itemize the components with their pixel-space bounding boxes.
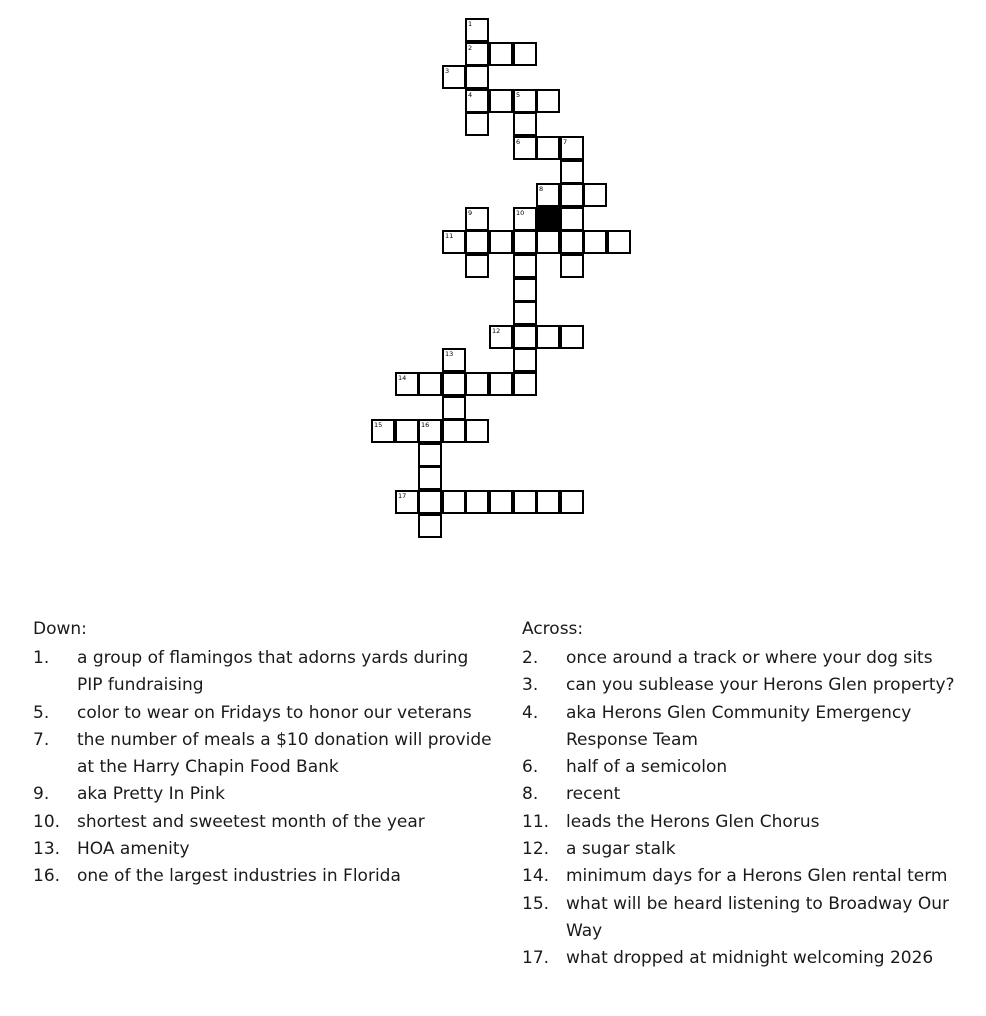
clue-text: aka Pretty In Pink xyxy=(77,784,226,805)
grid-cell[interactable] xyxy=(560,254,584,278)
grid-cell[interactable] xyxy=(536,325,560,349)
cell-number: 8 xyxy=(539,185,544,193)
grid-cell[interactable] xyxy=(513,89,537,113)
grid-cell[interactable] xyxy=(465,18,489,42)
grid-cell[interactable] xyxy=(395,372,419,396)
clue-number: 14. xyxy=(522,866,550,887)
across-clue xyxy=(522,945,982,972)
grid-cell[interactable] xyxy=(513,490,537,514)
grid-cell[interactable] xyxy=(465,65,489,89)
grid-cell[interactable] xyxy=(489,89,513,113)
grid-cell[interactable] xyxy=(536,136,560,160)
clue-number: 7. xyxy=(33,729,50,750)
clue-number: 5. xyxy=(33,702,50,723)
clue-text: leads the Herons Glen Chorus xyxy=(566,811,820,832)
clue-number: 1. xyxy=(33,648,50,668)
cell-number: 7 xyxy=(563,138,568,146)
grid-cell[interactable] xyxy=(560,325,584,349)
clue-text: one of the largest industries in Florida xyxy=(77,866,401,887)
grid-cell[interactable] xyxy=(465,254,489,278)
clue-number: 17. xyxy=(522,948,550,969)
grid-cell[interactable] xyxy=(465,89,489,113)
grid-cell[interactable] xyxy=(442,65,466,89)
across-clue xyxy=(522,672,982,699)
down-clue xyxy=(33,863,493,890)
grid-cell[interactable] xyxy=(513,348,537,372)
grid-cell[interactable] xyxy=(465,490,489,514)
grid-cell[interactable] xyxy=(418,514,442,538)
grid-cell[interactable] xyxy=(513,278,537,302)
cell-number: 16 xyxy=(421,421,430,429)
cell-number: 1 xyxy=(468,20,473,28)
grid-cell[interactable] xyxy=(513,301,537,325)
grid-cell[interactable] xyxy=(465,207,489,231)
cell-number: 17 xyxy=(398,492,407,500)
grid-cell[interactable] xyxy=(513,42,537,66)
grid-cell[interactable] xyxy=(513,207,537,231)
clue-text: a group of flamingos that adorns yards during PIP fundraising xyxy=(77,648,469,696)
grid-cell[interactable] xyxy=(442,419,466,443)
down-heading: Down: xyxy=(33,619,87,639)
clue-text: color to wear on Fridays to honor our veterans xyxy=(77,702,472,723)
cell-number: 5 xyxy=(516,91,521,99)
grid-cell[interactable] xyxy=(465,112,489,136)
grid-cell[interactable] xyxy=(489,230,513,254)
grid-cell[interactable] xyxy=(465,42,489,66)
across-clues-section xyxy=(522,617,982,973)
grid-cell[interactable] xyxy=(371,419,395,443)
clue-number: 3. xyxy=(522,675,539,696)
clue-number: 11. xyxy=(522,811,550,832)
clue-text: minimum days for a Herons Glen rental term xyxy=(566,866,948,887)
across-heading: Across: xyxy=(522,619,584,639)
grid-cell[interactable] xyxy=(442,348,466,372)
grid-cell[interactable] xyxy=(489,325,513,349)
across-clue xyxy=(522,754,982,781)
grid-cell[interactable] xyxy=(536,230,560,254)
grid-cell[interactable] xyxy=(583,183,607,207)
clue-number: 6. xyxy=(522,757,539,778)
grid-cell[interactable] xyxy=(489,490,513,514)
down-clue xyxy=(33,836,493,863)
cell-number: 3 xyxy=(445,67,450,75)
grid-cell[interactable] xyxy=(465,372,489,396)
grid-cell[interactable] xyxy=(560,136,584,160)
clue-text: recent xyxy=(566,784,621,805)
grid-cell[interactable] xyxy=(607,230,631,254)
cell-number: 13 xyxy=(445,350,454,358)
clue-number: 4. xyxy=(522,702,539,723)
clue-text: can you sublease your Herons Glen property? xyxy=(566,675,955,696)
cell-number: 11 xyxy=(445,232,454,240)
clue-text: once around a track or where your dog sits xyxy=(566,648,933,668)
clue-number: 10. xyxy=(33,811,61,832)
grid-cell[interactable] xyxy=(395,490,419,514)
grid-cell[interactable] xyxy=(465,230,489,254)
across-clue xyxy=(522,700,982,755)
clue-text: a sugar stalk xyxy=(566,839,676,860)
across-clue xyxy=(522,863,982,890)
cell-number: 9 xyxy=(468,209,473,217)
grid-cell[interactable] xyxy=(418,466,442,490)
across-clue-list xyxy=(522,645,982,973)
clue-text: half of a semicolon xyxy=(566,757,728,778)
grid-cell[interactable] xyxy=(418,443,442,467)
grid-cell[interactable] xyxy=(560,183,584,207)
grid-cell[interactable] xyxy=(395,419,419,443)
across-clue xyxy=(522,645,982,672)
clue-number: 12. xyxy=(522,839,550,860)
down-clue xyxy=(33,700,493,727)
down-clue xyxy=(33,727,493,782)
clue-text: shortest and sweetest month of the year xyxy=(77,811,425,832)
across-clue xyxy=(522,809,982,836)
grid-cell[interactable] xyxy=(513,136,537,160)
grid-cell[interactable] xyxy=(560,207,584,231)
grid-cell[interactable] xyxy=(442,490,466,514)
grid-cell[interactable] xyxy=(418,419,442,443)
grid-cell[interactable] xyxy=(442,372,466,396)
grid-cell[interactable] xyxy=(489,42,513,66)
grid-cell[interactable] xyxy=(489,372,513,396)
grid-cell[interactable] xyxy=(513,230,537,254)
cell-number: 2 xyxy=(468,44,473,52)
grid-cell[interactable] xyxy=(536,490,560,514)
grid-cell[interactable] xyxy=(418,490,442,514)
clue-number: 13. xyxy=(33,839,61,860)
clue-number: 8. xyxy=(522,784,539,805)
cell-number: 14 xyxy=(398,374,407,382)
clue-text: the number of meals a $10 donation will provide at the Harry Chapin Food Bank xyxy=(77,729,492,778)
clue-number: 15. xyxy=(522,893,550,914)
cell-number: 15 xyxy=(374,421,383,429)
grid-cell[interactable] xyxy=(560,490,584,514)
clue-number: 9. xyxy=(33,784,50,805)
clue-number: 2. xyxy=(522,648,539,668)
grid-cell[interactable] xyxy=(513,325,537,349)
grid-cell[interactable] xyxy=(583,230,607,254)
clue-text: HOA amenity xyxy=(77,839,190,860)
grid-cell[interactable] xyxy=(560,160,584,184)
cell-number: 6 xyxy=(516,138,521,146)
across-clue xyxy=(522,836,982,863)
cell-number: 12 xyxy=(492,327,501,335)
clue-text: aka Herons Glen Community Emergency Response Team xyxy=(566,702,912,750)
across-clue xyxy=(522,891,982,946)
cell-number: 10 xyxy=(516,209,525,217)
clue-text: what dropped at midnight welcoming 2026 xyxy=(566,948,934,969)
black-square xyxy=(536,207,560,231)
grid-cell[interactable] xyxy=(513,112,537,136)
down-clue xyxy=(33,781,493,808)
clue-number: 16. xyxy=(33,866,61,887)
cell-number: 4 xyxy=(468,91,473,99)
down-clue xyxy=(33,645,493,700)
grid-cell[interactable] xyxy=(465,419,489,443)
grid-cell[interactable] xyxy=(442,396,466,420)
grid-cell[interactable] xyxy=(536,89,560,113)
grid-cell[interactable] xyxy=(442,230,466,254)
down-clue xyxy=(33,809,493,836)
down-clue-list xyxy=(33,645,493,891)
grid-cell[interactable] xyxy=(560,230,584,254)
grid-cell[interactable] xyxy=(418,372,442,396)
down-clues-section xyxy=(33,617,493,891)
grid-cell[interactable] xyxy=(513,372,537,396)
across-clue xyxy=(522,781,982,808)
grid-cell[interactable] xyxy=(513,254,537,278)
clue-text: what will be heard listening to Broadway Our Way xyxy=(566,893,950,941)
grid-cell[interactable] xyxy=(536,183,560,207)
